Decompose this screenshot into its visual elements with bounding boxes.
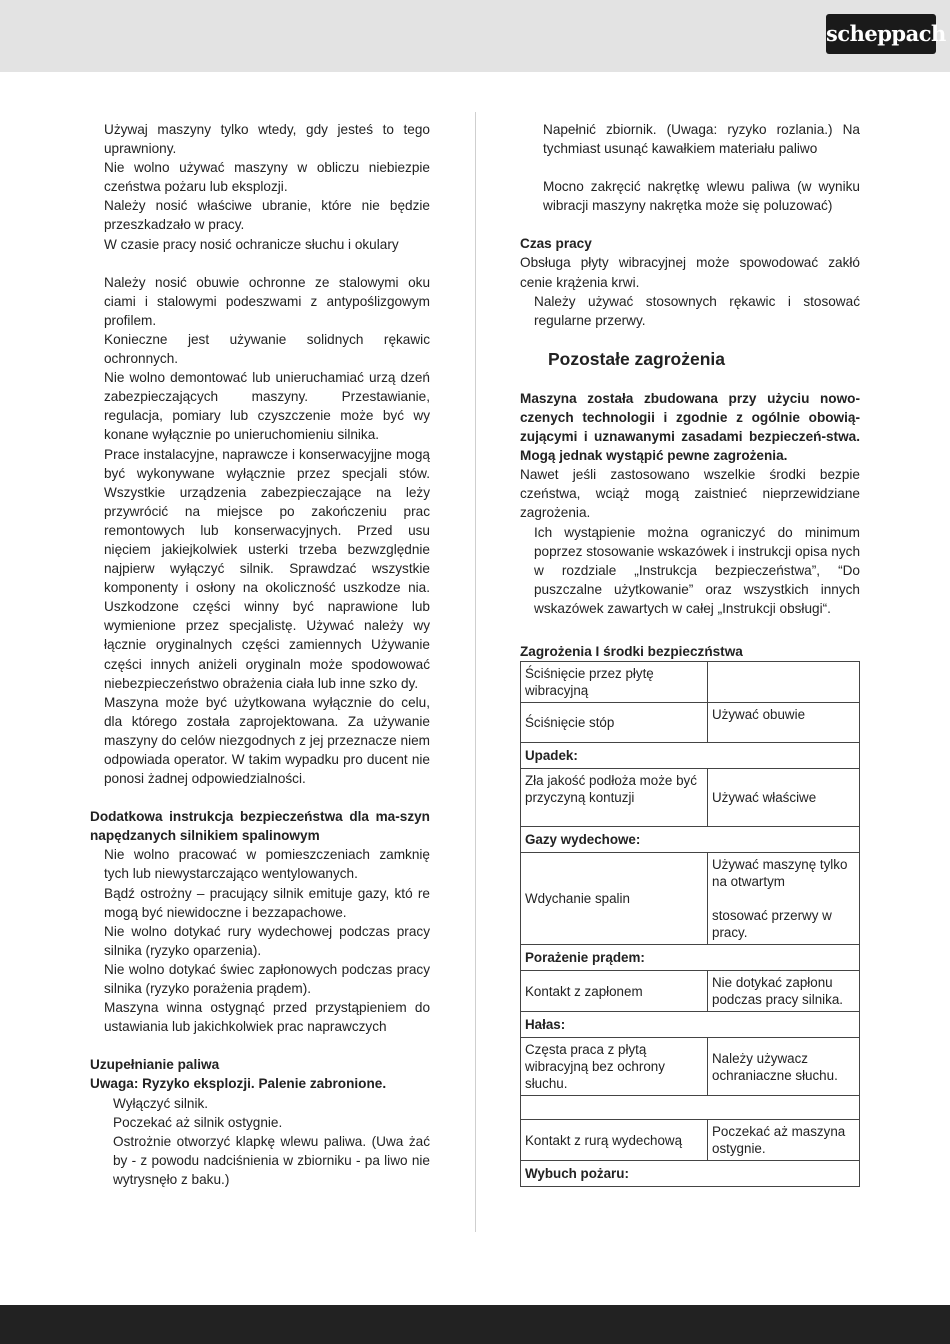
table-row [521, 769, 860, 827]
table-section-row [521, 743, 860, 769]
table-row [521, 1096, 860, 1120]
section-cell: Gazy wydechowe: [521, 827, 860, 853]
hazard-cell: Wdychanie spalin [521, 853, 708, 945]
hazard-cell: Kontakt z rurą wydechową [521, 1120, 708, 1161]
fuel-step: Mocno zakręcić nakrętkę wlewu paliwa (w wyniku wibracji maszyny nakrętka może się poluzować) [543, 179, 860, 214]
page-footer [0, 1305, 950, 1344]
column-divider [475, 112, 476, 1232]
section-cell: Wybuch pożaru: [521, 1161, 860, 1187]
fuel-warning: Uwaga: Ryzyko eksplozji. Palenie zabronione. [90, 1076, 387, 1092]
intro-paragraph: Należy nosić właściwe ubranie, które nie będzie przeszkadzało w pracy. [104, 198, 430, 233]
intro-paragraph: W czasie pracy nosić ochranicze słuchu i okulary [104, 236, 399, 252]
residual-risks-title: Pozostałe zagrożenia [548, 348, 725, 369]
measure-text: stosować przerwy w pracy. [712, 908, 832, 941]
measure-text: Używać maszynę tylko na otwartym [712, 857, 848, 890]
hazard-cell: Częsta praca z płytą wibracyjną bez ochrony słuchu. [521, 1038, 708, 1096]
fuel-step: Poczekać aż silnik ostygnie. [113, 1114, 283, 1130]
table-section-row [521, 827, 860, 853]
section-cell: Hałas: [521, 1012, 860, 1038]
empty-cell [521, 1096, 860, 1120]
hazard-cell: Kontakt z zapłonem [521, 971, 708, 1012]
table-row [521, 971, 860, 1012]
safety-paragraph: Należy nosić obuwie ochronne ze stalowymi oku ciami i stalowymi podeszwami z antypoślizgowym profilem. [104, 274, 430, 328]
page-header [0, 0, 950, 72]
fuel-step: Napełnić zbiornik. (Uwaga: ryzyko rozlania.) Na tychmiast usunąć kawałkiem materiału paliwo [543, 122, 860, 157]
measure-cell: Nie dotykać zapłonu podczas pracy silnika. [708, 971, 860, 1012]
safety-paragraph: Prace instalacyjne, naprawcze i konserwacyjjne mogą być wykonywane wyłącznie przez specjali stów. Wszystkie urządzenia zabezpieczające na leży przywrócić na miejsce po zakończeniu prac remontowych lub konserwacyjnych. Przed usu nięciem jakiejkolwiek usterki trzeba bezwzględnie najpierw wyłączyć silnik. Sprawdzać wszystkie komponenty i osłony na okoliczność uszkodze nia. Uszkodzone części winny być naprawione lub wymienione przez specjalistę. Używać należy wy łącznie oryginalnych części zamiennych Używanie części innych aniżeli oryginaln może spodowować niebezpieczeństwo obrażenia ciała lub inne szko dy. [104, 446, 430, 691]
section-cell: Porażenie prądem: [521, 945, 860, 971]
measure-cell [708, 853, 860, 945]
residual-risks-item: Ich wystąpienie można ograniczyć do minimum poprzez stosowanie wskazówek i instrukcji opisa nych w rozdziale „Instrukcja bezpieczeństwa”, “Do puszczalne użytkowanie” oraz wszystkich innych wskazówek zawartych w całej „Instrukcji obsługi“. [534, 524, 860, 616]
right-column [520, 120, 860, 1187]
section-cell: Upadek: [521, 743, 860, 769]
brand-logo: scheppach [826, 14, 936, 54]
hazard-cell: Zła jakość podłoża może być przyczyną kontuzji [521, 769, 708, 827]
measure-cell: Używać obuwie [708, 703, 860, 743]
table-section-row [521, 1012, 860, 1038]
measure-cell: Należy używacz ochraniaczne słuchu. [708, 1038, 860, 1096]
table-row [521, 1120, 860, 1161]
intro-paragraph: Nie wolno używać maszyny w obliczu niebiezpie czeństwa pożaru lub eksplozji. [104, 160, 430, 195]
measure-cell [708, 662, 860, 703]
engine-safety-item: Nie wolno dotykać rury wydechowej podczas pracy silnika (ryzyko oparzenia). [104, 923, 430, 958]
residual-risks-text: Nawet jeśli zastosowano wszelkie środki bezpie czeństwa, wciąż mogą zaistnieć nieprzewidziane zagrożenia. [520, 467, 860, 521]
table-row [521, 662, 860, 703]
measure-cell: Poczekać aż maszyna ostygnie. [708, 1120, 860, 1161]
table-row [521, 703, 860, 743]
measure-cell: Używać właściwe [708, 769, 860, 827]
table-section-row [521, 945, 860, 971]
fuel-step: Wyłączyć silnik. [113, 1095, 209, 1111]
engine-safety-item: Maszyna winna ostygnąć przed przystąpieniem do ustawiania lub jakichkolwiek prac naprawczych [104, 1000, 430, 1035]
engine-safety-heading: Dodatkowa instrukcja bezpieczeństwa dla ma-szyn napędzanych silnikiem spalinowym [90, 809, 430, 844]
table-section-row [521, 1161, 860, 1187]
engine-safety-item: Bądź ostrożny – pracujący silnik emituje gazy, któ re mogą być niewidoczne i bezzapachowe. [104, 885, 430, 920]
work-time-heading: Czas pracy [520, 236, 592, 252]
left-column [90, 120, 430, 1189]
safety-paragraph: Nie wolno demontować lub unieruchamiać urzą dzeń zabezpieczających maszyny. Przestawianie, regulacja, pomiary lub czyszczenie może być wy konane wyłącznie po unieruchomieniu silnika. [104, 370, 430, 443]
hazard-table-heading: Zagrożenia I środki bezpieczństwa [520, 643, 743, 659]
safety-paragraph: Maszyna może być użytkowana wyłącznie do celu, dla którego została zaprojektowana. Za używanie maszyny do celów niezgodnych z jej przeznacze niem odpowiada operator. W takim wypadku pro ducent nie ponosi żadnej odpowiedzialności. [104, 694, 430, 787]
work-time-text: Obsługa płyty wibracyjnej może spowodować zakłó cenie krążenia krwi. [520, 255, 860, 290]
table-row [521, 1038, 860, 1096]
work-time-item: Należy używać stosownych rękawic i stosować regularne przerwy. [534, 293, 860, 328]
hazard-cell: Ściśnięcie przez płytę wibracyjną [521, 662, 708, 703]
intro-paragraph: Używaj maszyny tylko wtedy, gdy jesteś to tego uprawniony. [104, 122, 430, 157]
hazard-cell: Ściśnięcie stóp [521, 703, 708, 743]
table-row [521, 853, 860, 945]
fuel-step: Ostrożnie otworzyć klapkę wlewu paliwa. (Uwa żać by - z powodu nadciśnienia w zbiorniku - pa liwo nie wytrysnęło z baku.) [113, 1133, 430, 1187]
residual-risks-bold: Maszyna została zbudowana przy użyciu nowo-czenych technologii i zgodnie z ogólnie obowią-zującymi i uznawanymi zasadami bezpieczeń-stwa. Mogą jednak wystąpić pewne zagrożenia. [520, 390, 860, 464]
hazard-table [520, 661, 860, 1187]
safety-paragraph: Konieczne jest używanie solidnych rękawic ochronnych. [104, 331, 430, 367]
fuel-heading: Uzupełnianie paliwa [90, 1057, 220, 1073]
engine-safety-item: Nie wolno pracować w pomieszczeniach zamknię tych lub niewystarczająco wentylowanych. [104, 847, 430, 882]
engine-safety-item: Nie wolno dotykać świec zapłonowych podczas pracy silnika (ryzyko porażenia prądem). [104, 961, 430, 997]
